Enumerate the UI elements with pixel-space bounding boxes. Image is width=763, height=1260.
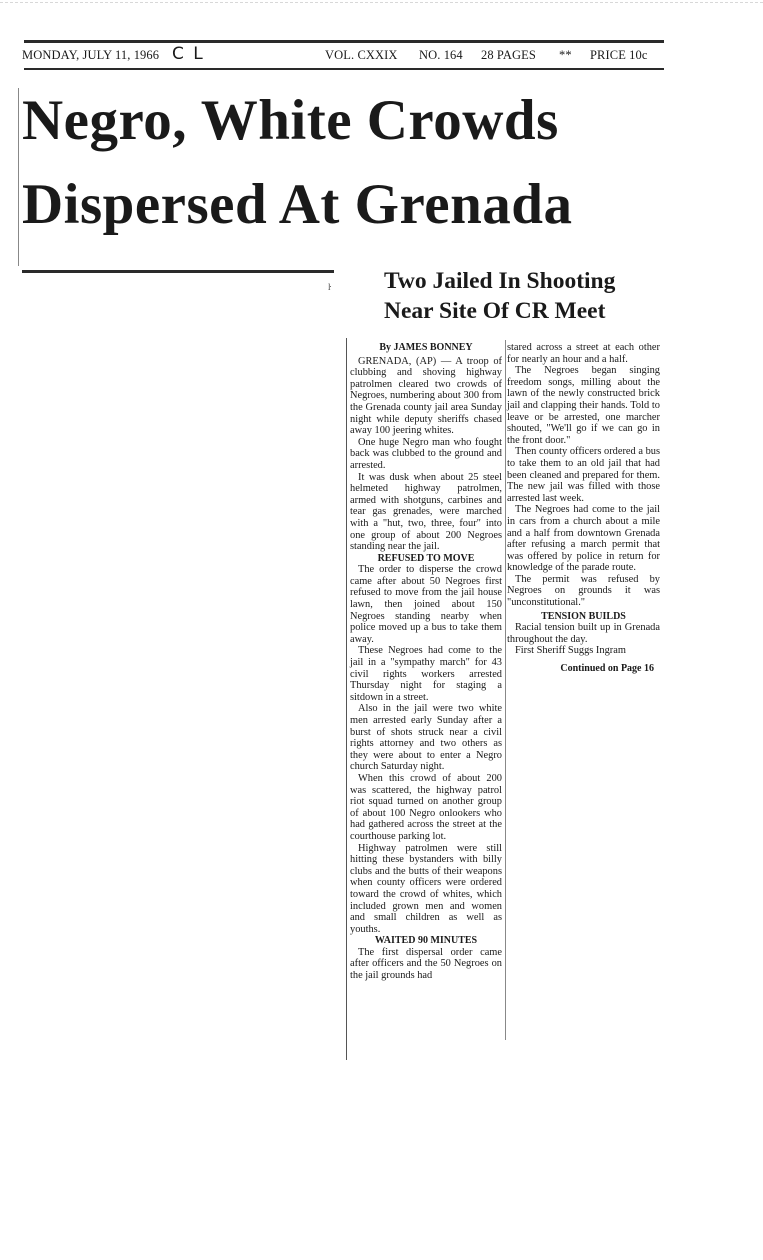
masthead-bottom-rule <box>24 68 664 70</box>
article-column-1 <box>350 342 502 982</box>
paragraph: The first dispersal order came after officers and the 50 Negroes on the jail grounds had <box>350 946 502 982</box>
headline-line-1: Negro, White Crowds <box>22 89 559 152</box>
paragraph: Racial tension built up in Grenada throughout the day. <box>507 622 660 645</box>
price-text: PRICE 10c <box>590 48 648 62</box>
date-text: MONDAY, JULY 11, 1966 <box>22 48 160 62</box>
column-rule-left <box>346 338 347 1060</box>
paragraph: Also in the jail were two white men arrested early Sunday after a burst of shots struck near a civil rights attorney and two others as they were about to enter a Negro church Saturday night. <box>350 703 502 773</box>
paragraph: The permit was refused by Negroes on grounds it was "unconstitutional." <box>507 573 660 609</box>
paragraph: stared across a street at each other for nearly an hour and a half. <box>507 342 660 365</box>
margin-marks: ŀ <box>328 282 332 292</box>
paragraph: The order to disperse the crowd came after about 50 Negroes first refused to move from the jail house lawn, then joined about 150 Negroes standing nearby when police moved up a bus to take them away. <box>350 564 502 645</box>
deck-headline <box>384 266 684 326</box>
byline: By JAMES BONNEY <box>379 342 473 353</box>
paragraph: It was dusk when about 25 steel helmeted highway patrolmen, armed with shotguns, carbines and tear gas grenades, were marched with a "hut, two, three, four" into one group of about 200 Negroes standing near the jail. <box>350 471 502 553</box>
number-text: NO. 164 <box>419 48 463 62</box>
headline-rule <box>22 270 334 273</box>
deck-line-1: Two Jailed In Shooting <box>384 268 616 294</box>
continued-line: Continued on Page 16 <box>560 663 654 675</box>
masthead-top-rule <box>24 40 664 43</box>
paragraph: Highway patrolmen were still hitting these bystanders with billy clubs and the butts of their weapons when county officers were ordered toward the crowd of whites, which included grown men and women and small children as well as youths. <box>350 842 502 935</box>
paragraph: The Negroes had come to the jail in cars from a church about a mile and a half from downtown Grenada after refusing a march permit that was offered by police in return for knowledge of the parade route. <box>507 504 660 574</box>
subhead-waited-90-minutes: WAITED 90 MINUTES <box>374 935 478 947</box>
paragraph: GRENADA, (AP) — A troop of clubbing and shoving highway patrolmen cleared two crowds of Negroes, numbering about 300 from the Grenada county jail area Sunday night while deputy sheriffs chased away 100 jeering whites. <box>350 355 502 437</box>
article-column-2 <box>507 342 660 675</box>
column-rule-middle <box>505 340 506 1040</box>
masthead-dateline <box>22 44 662 68</box>
handwritten-initials: C L <box>172 44 205 64</box>
mark-text: ** <box>559 48 572 62</box>
paragraph: When this crowd of about 200 was scattered, the highway patrol riot squad turned on another group of about 100 Negro onlookers who had gathered across the street at the courthouse parking lot. <box>350 772 502 842</box>
volume-text: VOL. CXXIX <box>325 48 398 62</box>
clipping-left-edge <box>18 88 19 266</box>
pages-text: 28 PAGES <box>481 48 536 62</box>
paragraph: First Sheriff Suggs Ingram <box>515 645 626 657</box>
paragraph: These Negroes had come to the jail in a "sympathy march" for 43 civil rights workers arrested Thursday night for staging a sitdown in a street. <box>350 645 502 703</box>
deck-line-2: Near Site Of CR Meet <box>384 298 606 324</box>
paragraph: Then county officers ordered a bus to take them to an old jail that had been cleaned and prepared for them. The new jail was filled with those arrested last week. <box>507 446 660 504</box>
subhead-refused-to-move: REFUSED TO MOVE <box>377 552 475 564</box>
headline-line-2: Dispersed At Grenada <box>22 173 573 236</box>
subhead-tension-builds: TENSION BUILDS <box>541 610 626 622</box>
paragraph: One huge Negro man who fought back was clubbed to the ground and arrested. <box>350 436 502 471</box>
paragraph: The Negroes began singing freedom songs, milling about the lawn of the newly constructed brick jail and clapping their hands. Told to leave or be arrested, one marcher shouted, "We'll go if we can go in the front door." <box>507 365 660 446</box>
top-border <box>0 2 763 3</box>
